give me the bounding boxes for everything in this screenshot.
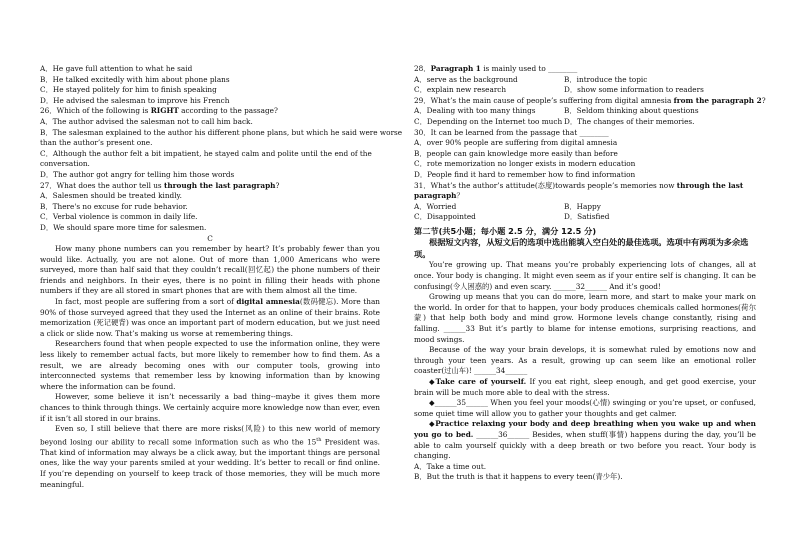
q26-option-c-line1: C．Although the author felt a bit impatient, he stayed calm and polite until the end of the [40, 148, 372, 158]
passage-paragraph-2: Growing up means that you can do more, learn more, and start to make your mark on the world. In order for that to happen, your body produces chemicals called hormones(荷尔蒙) that help both body and mind grow. Hormone levels change constantly, rising and falling. ______33 But it’s partly to blame for intense emotions, surprising reactions, and mood swings. [414, 292, 756, 344]
q28-options-row-2 [414, 85, 756, 96]
q27-option-a: A．Salesmen should be treated kindly. [40, 191, 183, 201]
q29-option-a: A．Dealing with too many things [414, 106, 536, 116]
question-28-stem: 28．Paragraph 1 is mainly used to ________ [414, 64, 578, 73]
passage-c-paragraph-3: Researchers found that when people expected to use the information online, they were less likely to remember actual facts, but more likely to remember how to find them. As a result, we are already becoming ones with our computer tools, growing into interconnected systems that remember less by knowing information than by knowing where the information can be found. [40, 339, 380, 391]
option-c: C．He stayed politely for him to finish speaking [40, 85, 217, 95]
q26-option-c-line2: conversation. [40, 159, 90, 169]
q31-options-row-2 [414, 212, 756, 223]
passage-paragraph-4: ◆Take care of yourself. If you eat right, sleep enough, and get good exercise, your brain will be much more able to deal with the stress. [414, 376, 756, 397]
q27-option-c: C．Verbal violence is common in daily life. [40, 212, 198, 222]
passage-c-paragraph-2: In fact, most people are suffering from a sort of digital amnesia(数码健忘). More than 90% of those surveyed agreed that they used the Internet as an online of their brains. Rote memorization (死记硬背) was once an important part of modern education, but we just need a click or slide now. That’s making us worse at remembering things. [40, 297, 380, 338]
left-column [40, 64, 403, 490]
passage-paragraph-5: ◆______35______ When you feel your moods(心情) swinging or you’re upset, or confused, some quiet time will allow you to gather your thoughts and get calmer. [414, 398, 756, 418]
q26-option-b-line2: than the author’s present one. [40, 138, 153, 148]
question-31-stem-line1: 31．What’s the author’s attitude(态度)towards people’s memories now through the last [414, 180, 744, 190]
question-26-stem: 26．Which of the following is RIGHT according to the passage? [40, 106, 278, 116]
q28-option-b: B．introduce the topic [564, 74, 648, 84]
q29-option-d: D．The changes of their memories. [564, 116, 695, 126]
q26-option-a: A．The author advised the salesman not to call him back. [40, 116, 253, 126]
q29-options-row-1 [414, 106, 756, 117]
answer-option-a: A．Take a time out. [414, 461, 487, 471]
q30-option-b: B．people can gain knowledge more easily than before [414, 148, 618, 158]
q26-option-d: D．The author got angry for telling him those words [40, 169, 235, 179]
passage-paragraph-3: Because of the way your brain develops, it is somewhat ruled by emotions now and through your teen years. As a result, growing up can seem like an emotional roller coaster(过山车)! ______34______ [414, 345, 756, 376]
q31-options-row-1 [414, 202, 756, 213]
section-letter: C [207, 233, 213, 243]
q27-option-b: B．There's no excuse for rude behavior. [40, 201, 188, 211]
question-30-stem: 30．It can be learned from the passage that ________ [414, 127, 609, 137]
q30-option-c: C．rote memorization no longer exists in modern education [414, 159, 636, 169]
q29-options-row-2 [414, 117, 756, 128]
passage-c-paragraph-5: Even so, I still believe that there are more risks(风险) to this new world of memory beyond losing our ability to recall some information such as who the 15th President was. That kind of information may always be a click away, but the important things are personal ones, like the way your parents smiled at your wedding. It’s better to recall or find online. If you’re depending on yourself to keep track of those memories, they will be much more meaningful. [40, 424, 381, 489]
option-b: B．He talked excitedly with him about phone plans [40, 74, 230, 84]
option-d: D．He advised the salesman to improve his French [40, 95, 230, 105]
section-2-instructions: 根据短文内容，从短文后的选项中选出能填入空白处的最佳选项。选项中有两项为多余选项。 [414, 237, 749, 259]
q28-options-row-1 [414, 75, 756, 86]
section-2-title: 第二节(共5小题；每小题 2.5 分，满分 12.5 分) [414, 225, 597, 236]
q26-option-b-line1: B．The salesman explained to the author his different phone plans, but which he said were worse [40, 127, 403, 137]
q31-option-a: A．Worried [414, 201, 457, 211]
q31-option-d: D．Satisfied [564, 212, 610, 222]
q28-option-c: C．explain new research [414, 85, 507, 95]
answer-option-b: B．But the truth is that it happens to every teen(青少年). [414, 472, 623, 482]
question-31-stem-line2: paragraph？ [414, 191, 464, 201]
right-column [414, 64, 766, 483]
q30-option-a: A．over 90% people are suffering from digital amnesia [414, 138, 618, 148]
q28-option-d: D．show some information to readers [564, 85, 704, 95]
passage-c-paragraph-1: How many phone numbers can you remember by heart? It’s probably fewer than you would like. Actually, you are not alone. Out of more than 1,000 Americans who were surveyed, more than half said that they couldn’t recall(回忆起) the phone numbers of their friends and neighbors. In their eyes, there is no point in filling their heads with phone numbers if they are all stored in smart phones that are with them almost all the time. [40, 244, 380, 296]
question-29-stem: 29．What’s the main cause of people’s suffering from digital amnesia from the paragraph 2? [414, 95, 766, 105]
passage-paragraph-6: ◆Practice relaxing your body and deep breathing when you wake up and when you go to bed. ______36______ Besides, when stuff(事情) happens during the day, you’ll be able to calm yourself quickly with a deep breath or two before you react. Your body is changing. [414, 419, 756, 461]
q31-option-b: B．Happy [564, 201, 601, 211]
q31-option-c: C．Disappointed [414, 212, 476, 222]
option-a: A．He gave full attention to what he said [40, 64, 193, 73]
q27-option-d: D．We should spare more time for salesmen. [40, 222, 207, 232]
passage-c-paragraph-4: However, some believe it isn’t necessarily a bad thing--maybe it gives them more chances to think through things. We certainly acquire more knowledge now than ever, even if it isn’t all stored in our brains. [40, 392, 380, 423]
q28-option-a: A．serve as the background [414, 74, 518, 84]
passage-paragraph-1: You’re growing up. That means you’re probably experiencing lots of changes, all at once. Your body is changing. It might even seem as if your entire self is changing. It can be confusing(令人困惑的) and even scary. ______32______ And it’s good! [414, 260, 756, 291]
q30-option-d: D．People find it hard to remember how to find information [414, 169, 636, 179]
q29-option-c: C．Depending on the Internet too much [414, 116, 563, 126]
q29-option-b: B．Seldom thinking about questions [564, 106, 699, 116]
question-27-stem: 27．What does the author tell us through the last paragraph? [40, 180, 280, 190]
